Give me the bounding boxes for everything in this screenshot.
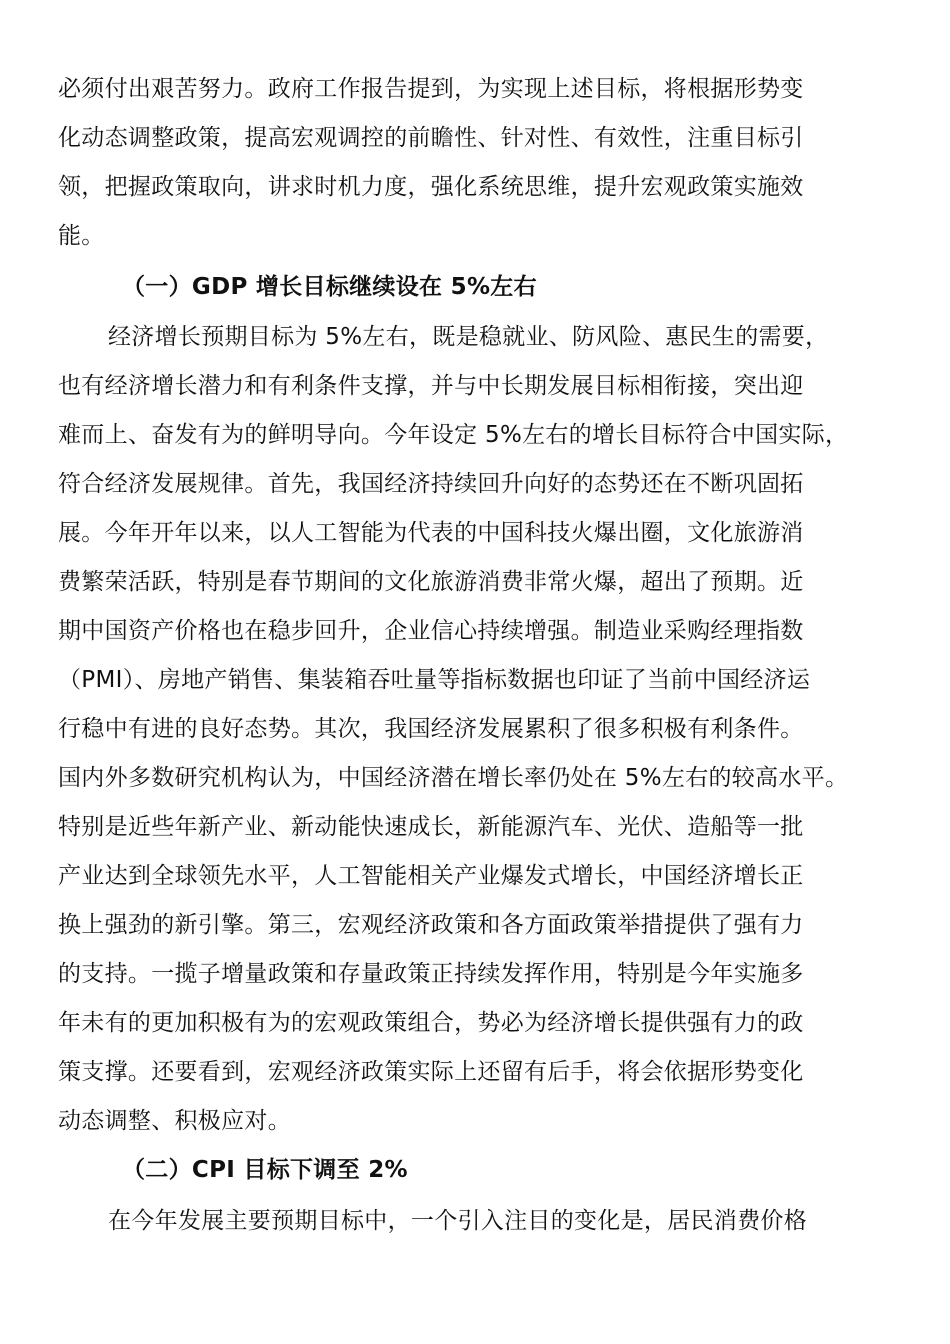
paragraph-line: 符合经济发展规律。首先，我国经济持续回升向好的态势还在不断巩固拓 <box>58 471 804 497</box>
paragraph-line: （PMI）、房地产销售、集装箱吞吐量等指标数据也印证了当前中国经济运 <box>58 667 811 693</box>
section-heading-cpi: （二）CPI 目标下调至 2% <box>122 1157 408 1183</box>
paragraph-line: 能。 <box>58 223 105 249</box>
paragraph-line: 国内外多数研究机构认为，中国经济潜在增长率仍处在 5%左右的较高水平。 <box>58 765 849 791</box>
paragraph-line: 展。今年开年以来，以人工智能为代表的中国科技火爆出圈，文化旅游消 <box>58 520 804 546</box>
paragraph-line: 的支持。一揽子增量政策和存量政策正持续发挥作用，特别是今年实施多 <box>58 961 804 987</box>
paragraph-line: 行稳中有进的良好态势。其次，我国经济发展累积了很多积极有利条件。 <box>58 716 804 742</box>
paragraph-line: 费繁荣活跃，特别是春节期间的文化旅游消费非常火爆，超出了预期。近 <box>58 569 804 595</box>
paragraph-line: 特别是近些年新产业、新动能快速成长，新能源汽车、光伏、造船等一批 <box>58 814 804 840</box>
paragraph-line: 产业达到全球领先水平，人工智能相关产业爆发式增长，中国经济增长正 <box>58 863 804 889</box>
paragraph-line: 换上强劲的新引擎。第三，宏观经济政策和各方面政策举措提供了强有力 <box>58 912 804 938</box>
paragraph-line: 年未有的更加积极有为的宏观政策组合，势必为经济增长提供强有力的政 <box>58 1010 804 1036</box>
paragraph-line: 在今年发展主要预期目标中，一个引入注目的变化是，居民消费价格 <box>108 1208 807 1234</box>
paragraph-line: 领，把握政策取向，讲求时机力度，强化系统思维，提升宏观政策实施效 <box>58 174 804 200</box>
paragraph-line: 期中国资产价格也在稳步回升，企业信心持续增强。制造业采购经理指数 <box>58 618 804 644</box>
paragraph-line: 动态调整、积极应对。 <box>58 1108 291 1134</box>
paragraph-line: 化动态调整政策，提高宏观调控的前瞻性、针对性、有效性，注重目标引 <box>58 125 804 151</box>
paragraph-line: 经济增长预期目标为 5%左右，既是稳就业、防风险、惠民生的需要， <box>108 324 829 350</box>
paragraph-line: 难而上、奋发有为的鲜明导向。今年设定 5%左右的增长目标符合中国实际， <box>58 422 849 448</box>
paragraph-line: 也有经济增长潜力和有利条件支撑，并与中长期发展目标相衔接，突出迎 <box>58 373 804 399</box>
paragraph-line: 策支撑。还要看到，宏观经济政策实际上还留有后手，将会依据形势变化 <box>58 1059 804 1085</box>
paragraph-line: 必须付出艰苦努力。政府工作报告提到，为实现上述目标，将根据形势变 <box>58 76 804 102</box>
section-heading-gdp: （一）GDP 增长目标继续设在 5%左右 <box>122 274 537 300</box>
